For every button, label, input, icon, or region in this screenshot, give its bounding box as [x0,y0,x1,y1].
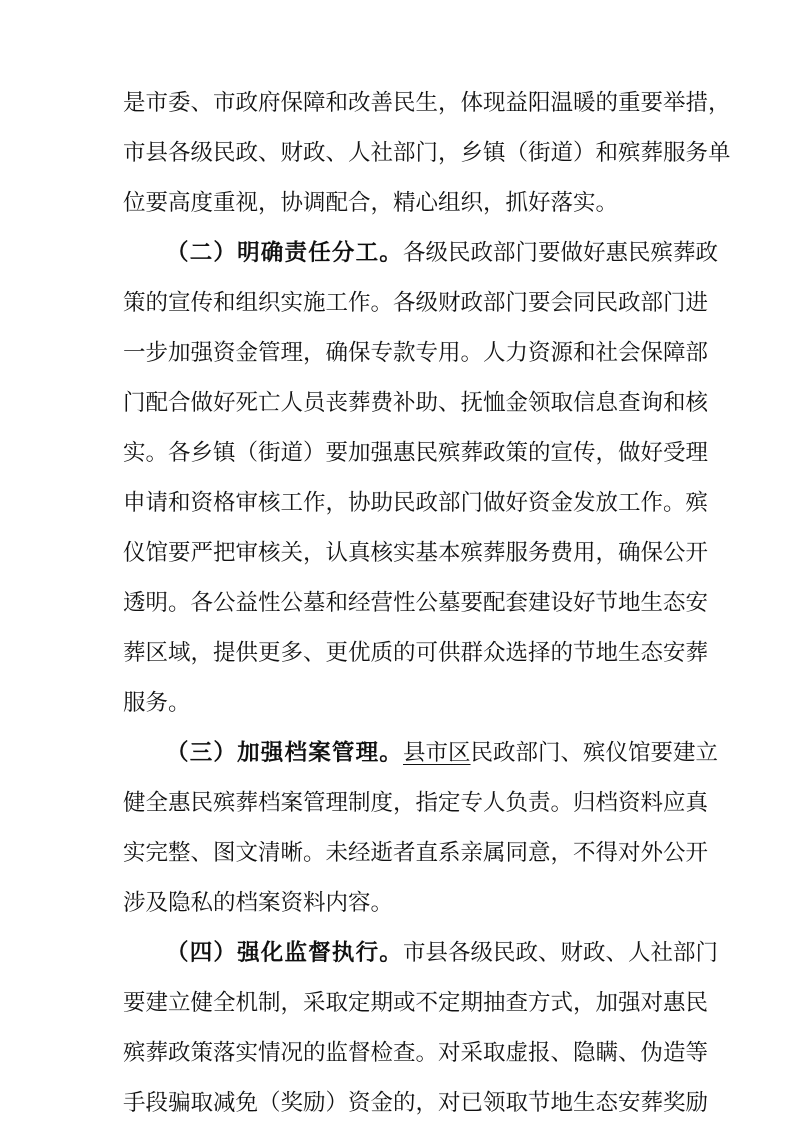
text-run: 市县各级民政、财政、人社部门 [403,940,719,966]
section-heading: （三）加强档案管理。 [166,740,404,766]
text-line: 申请和资格审核工作，协助民政部门做好资金发放工作。殡 [123,490,709,516]
text-line: 手段骗取减免（奖励）资金的，对已领取节地生态安葬奖励 [123,1090,709,1116]
text-line: 实。各乡镇（街道）要加强惠民殡葬政策的宣传，做好受理 [123,440,709,466]
paragraph-first-line [166,733,719,773]
text-line: 殡葬政策落实情况的监督检查。对采取虚报、隐瞒、伪造等 [123,1040,709,1066]
text-line: 位要高度重视，协调配合，精心组织，抓好落实。 [123,190,619,216]
text-line: 策的宣传和组织实施工作。各级财政部门要会同民政部门进 [123,290,709,316]
text-run: 民政部门、殡仪馆要建立 [470,740,719,766]
text-run: 各级民政部门要做好惠民殡葬政 [403,240,719,266]
text-line: 服务。 [123,690,191,716]
text-line: 涉及隐私的档案资料内容。 [123,890,394,916]
text-line: 仪馆要严把审核关，认真核实基本殡葬服务费用，确保公开 [123,540,709,566]
text-line: 透明。各公益性公墓和经营性公墓要配套建设好节地生态安 [123,590,709,616]
text-line: 葬区域，提供更多、更优质的可供群众选择的节地生态安葬 [123,640,709,666]
paragraph-first-line [166,233,719,273]
text-line: 健全惠民殡葬档案管理制度，指定专人负责。归档资料应真 [123,790,709,816]
text-line: 是市委、市政府保障和改善民生，体现益阳温暖的重要举措， [123,90,731,116]
text-line: 要建立健全机制，采取定期或不定期抽查方式，加强对惠民 [123,990,709,1016]
section-heading: （四）强化监督执行。 [166,940,404,966]
paragraph-first-line [166,933,719,973]
underlined-text: 县市区 [403,740,471,766]
text-line: 一步加强资金管理，确保专款专用。人力资源和社会保障部 [123,340,709,366]
text-line: 门配合做好死亡人员丧葬费补助、抚恤金领取信息查询和核 [123,390,709,416]
text-line: 实完整、图文清晰。未经逝者直系亲属同意，不得对外公开 [123,840,709,866]
text-line: 市县各级民政、财政、人社部门，乡镇（街道）和殡葬服务单 [123,140,731,166]
section-heading: （二）明确责任分工。 [166,240,404,266]
